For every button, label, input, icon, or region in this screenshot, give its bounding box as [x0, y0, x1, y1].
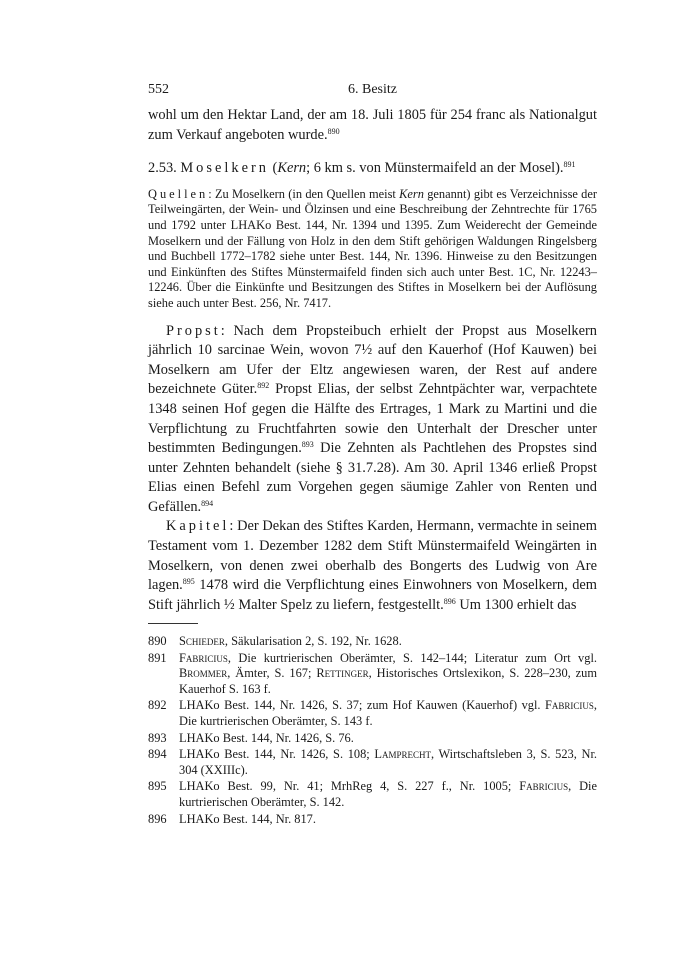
- running-header: [148, 82, 597, 106]
- propst-label: Propst: [166, 322, 221, 339]
- intro-paragraph: wohl um den Hektar Land, der am 18. Juli 1805 für 254 franc als Nationalgut zum Verkauf angeboten wurde.$^{890}$: [148, 107, 597, 143]
- footnote-ref[interactable]: 895: [182, 577, 195, 587]
- kapitel-label: Kapitel: [166, 518, 230, 535]
- footnotes: [148, 623, 597, 828]
- footnote-890: 890 Schieder, Säkularisation 2, S. 192, Nr. 1628.: [148, 634, 402, 648]
- footnote-divider: [148, 623, 198, 624]
- sources-paragraph: Quellen: Zu Moselkern (in den Quellen meist Kern genannt) gibt es Verzeichnisse der Teilweingärten, der Wein- und Ölzinsen und eine Beschreibung der Zehntrechte für 1765 und 1792 unter LHAKo Best. 144, Nr. 1394 und 1395. Zum Weiderecht der Gemeinde Moselkern und der Fällung von Holz in den dem Stift gehörigen Waldungen Ringelsberg und Buchbell 1772–1782 siehe unter Best. 144, Nr. 1396. Hinweise zu den Besitzungen und Einkünften des Stiftes Münstermaifeld finden sich auch unter Best. 1C, Nr. 12243–12246. Über die Einkünfte und Besitzungen des Stiftes in Moselkern bei der Auflösung siehe auch unter Best. 256, Nr. 7417.: [148, 186, 597, 310]
- kapitel-paragraph: Kapitel: Der Dekan des Stiftes Karden, Hermann, vermachte in seinem Testament vom 1. Dezember 1282 dem Stift Münstermaifeld Weingärten in Moselkern, von denen zwei oberhalb des Bongerts des Ludwig von Are lagen.$^{895}$ 1478 wird die Verpflichtung eines Einwohners von Moselkern, dem Stift jährlich ½ Malter Spelz zu liefern, festgestellt.$^{896}$ Um 1300 erhielt das: [148, 518, 597, 613]
- chapter-title: 6. Besitz: [348, 82, 397, 97]
- page-content: [148, 82, 597, 615]
- footnote-896: 896 LHAKo Best. 144, Nr. 817.: [148, 811, 316, 826]
- place-name: Moselkern: [180, 160, 269, 177]
- footnote-891: 891 Fabricius, Die kurtrierischen Oberämter, S. 142–144; Literatur zum Ort vgl. Brommer, Ämter, S. 167; Rettinger, Historisches Ortslexikon, S. 228–230, zum Kauerhof S. 163 f.: [148, 650, 597, 696]
- footnote-ref[interactable]: 894: [201, 498, 214, 508]
- footnote-ref[interactable]: 893: [301, 440, 314, 450]
- footnote-893: 893 LHAKo Best. 144, Nr. 1426, S. 76.: [148, 730, 354, 745]
- footnote-ref[interactable]: 892: [257, 381, 270, 391]
- footnote-894: 894 LHAKo Best. 144, Nr. 1426, S. 108; Lamprecht, Wirtschaftsleben 3, S. 523, Nr. 304 (XXIIIc).: [148, 747, 597, 777]
- main-text: [148, 106, 597, 615]
- sources-label: Quellen: [148, 186, 209, 201]
- footnote-ref[interactable]: 896: [443, 596, 456, 606]
- footnote-892: 892 LHAKo Best. 144, Nr. 1426, S. 37; zum Hof Kauwen (Kauerhof) vgl. Fabricius, Die kurtrierischen Oberämter, S. 143 f.: [148, 698, 597, 728]
- footnote-ref[interactable]: 890: [327, 126, 340, 136]
- propst-paragraph: Propst: Nach dem Propsteibuch erhielt der Propst aus Moselkern jährlich 10 sarcinae Wein, wovon 7½ auf den Kauerhof (Hof Kauwen) bei Moselkern am Ufer der Eltz angewiesen waren, der Rest auf andere bezeichnete Güter.$^{892}$ Propst Elias, der selbst Zehntpächter war, verpachtete 1348 seinen Hof gegen die Hälfte des Ertrages, 1 Mark zu Martini und die Verpflichtung zu Fruchtfahrten sowie den Unterhalt der Drescher unter bestimmten Bedingungen.$^{893}$ Die Zehnten als Pachtlehen des Propstes sind unter Zehnten behandelt (siehe § 31.7.28). Am 30. April 1346 erließ Propst Elias einen Befehl zum Vorgehen gegen säumige Zahler von Renten und Gefällen.$^{894}$: [148, 322, 597, 515]
- footnote-895: 895 LHAKo Best. 99, Nr. 41; MrhReg 4, S. 227 f., Nr. 1005; Fabricius, Die kurtrierischen Oberämter, S. 142.: [148, 779, 597, 809]
- page-number: 552: [148, 82, 169, 97]
- footnote-ref[interactable]: 891: [563, 160, 576, 170]
- section-heading: 2.53. Moselkern (Kern; 6 km s. von Münstermaifeld an der Mosel).$^{891}$: [148, 160, 576, 177]
